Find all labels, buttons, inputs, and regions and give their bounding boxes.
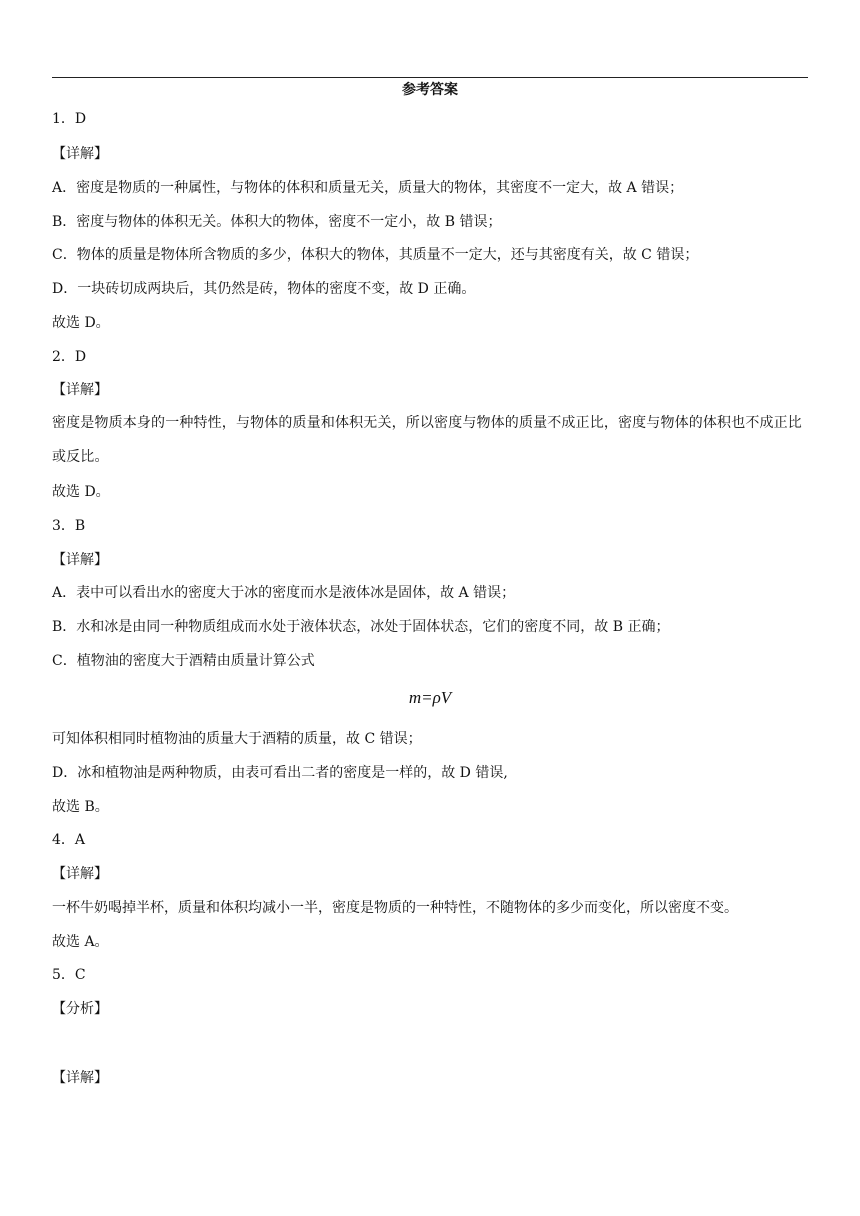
q3-option-b: B．水和冰是由同一种物质组成而水处于液体状态，冰处于固体状态，它们的密度不同，故 B 正确；: [52, 619, 670, 635]
q1-option-c: C．物体的质量是物体所含物质的多少，体积大的物体，其质量不一定大，还与其密度有关，故 C 错误；: [52, 247, 699, 263]
page-title: 参考答案: [402, 82, 458, 98]
density-formula: m=ρV: [408, 688, 452, 707]
q2-number: 2．D: [52, 349, 87, 365]
q3-option-c: C．植物油的密度大于酒精由质量计算公式: [52, 653, 315, 669]
q3-option-d: D．冰和植物油是两种物质，由表可看出二者的密度是一样的，故 D 错误,: [52, 765, 508, 781]
q5-detail-label: 【详解】: [52, 1070, 108, 1086]
q1-conclusion: 故选 D。: [52, 315, 110, 331]
q5-analysis-label: 【分析】: [52, 1001, 108, 1017]
q1-option-b: B．密度与物体的体积无关。体积大的物体，密度不一定小，故 B 错误；: [52, 214, 502, 230]
q2-detail-label: 【详解】: [52, 382, 108, 398]
q5-number: 5．C: [52, 967, 86, 983]
q4-number: 4．A: [52, 832, 86, 848]
q2-conclusion: 故选 D。: [52, 484, 110, 500]
q4-explanation: 一杯牛奶喝掉半杯，质量和体积均减小一半，密度是物质的一种特性，不随物体的多少而变化，所以密度不变。: [52, 900, 738, 916]
q3-detail-label: 【详解】: [52, 552, 108, 568]
q3-number: 3．B: [52, 518, 86, 534]
q3-option-c-continued: 可知体积相同时植物油的质量大于酒精的质量，故 C 错误；: [52, 731, 422, 747]
q4-conclusion: 故选 A。: [52, 934, 109, 950]
q1-detail-label: 【详解】: [52, 146, 108, 162]
q3-option-a: A．表中可以看出水的密度大于冰的密度而水是液体冰是固体，故 A 错误；: [52, 585, 516, 601]
q1-option-d: D．一块砖切成两块后，其仍然是砖，物体的密度不变，故 D 正确。: [52, 281, 476, 297]
q2-explanation: 密度是物质本身的一种特性，与物体的质量和体积无关，所以密度与物体的质量不成正比，密度与物体的体积也不成正比或反比。: [52, 415, 802, 465]
q1-option-a: A．密度是物质的一种属性，与物体的体积和质量无关，质量大的物体，其密度不一定大，故 A 错误；: [52, 180, 684, 196]
q4-detail-label: 【详解】: [52, 866, 108, 882]
header-rule: [52, 77, 808, 78]
q3-conclusion: 故选 B。: [52, 799, 109, 815]
q1-number: 1．D: [52, 111, 87, 127]
